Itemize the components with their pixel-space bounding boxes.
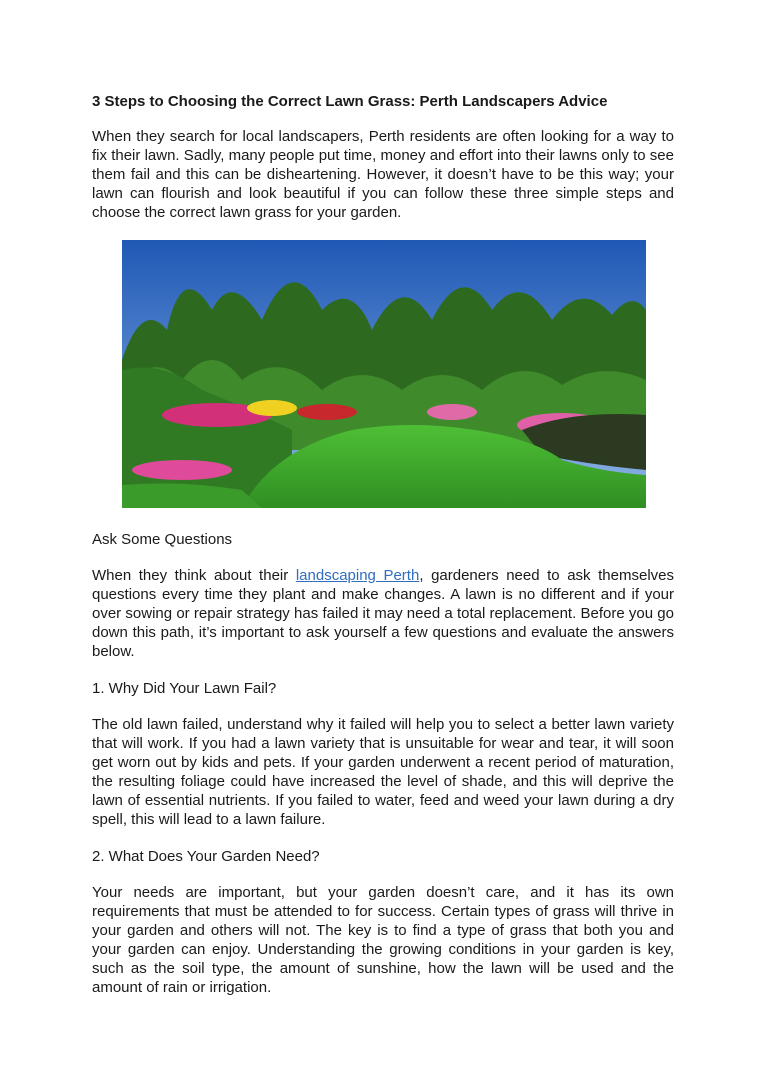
question-1-heading: 1. Why Did Your Lawn Fail?	[92, 680, 277, 697]
landscaping-perth-link[interactable]: landscaping Perth	[295, 567, 420, 584]
ask-questions-paragraph	[92, 566, 674, 661]
ask-questions-text-end: , gardeners need to ask themselves questions every time they plant and make changes. A lawn is no different and if your over sowing or repair strategy has failed it may need a total replacement. Before you go down this path, it’s important to ask yourself a few questions and evaluate the answers below.	[92, 567, 675, 660]
document-page	[92, 92, 674, 1015]
question-2-paragraph: Your needs are important, but your garden doesn’t care, and it has its own requirements that must be attended to for success. Certain types of grass will thrive in your garden and others will not. The key is to find a type of grass that both you and your garden can enjoy. Understanding the growing conditions in your garden is key, such as the soil type, the amount of sunshine, how the lawn will be used and the amount of rain or irrigation.	[92, 884, 674, 996]
section-heading-ask-questions: Ask Some Questions	[92, 531, 233, 548]
garden-lawn-image	[122, 240, 646, 508]
question-1-paragraph: The old lawn failed, understand why it failed will help you to select a better lawn variety that will work. If you had a lawn variety that is unsuitable for wear and tear, it will soon get worn out by kids and pets. If your garden underwent a recent period of maturation, the resulting foliage could have increased the level of shade, and this will deprive the lawn of essential nutrients. If you failed to water, feed and weed your lawn during a dry spell, this will lead to a lawn failure.	[92, 716, 674, 828]
question-2-heading: 2. What Does Your Garden Need?	[92, 848, 320, 865]
ask-questions-text-start: When they think about their	[92, 567, 296, 584]
document-title: 3 Steps to Choosing the Correct Lawn Grass: Perth Landscapers Advice	[92, 93, 608, 110]
intro-paragraph: When they search for local landscapers, Perth residents are often looking for a way to fix their lawn. Sadly, many people put time, money and effort into their lawns only to see them fail and this can be disheartening. However, it doesn’t have to be this way; your lawn can flourish and look beautiful if you can follow these three simple steps and choose the correct lawn grass for your garden.	[92, 128, 674, 221]
